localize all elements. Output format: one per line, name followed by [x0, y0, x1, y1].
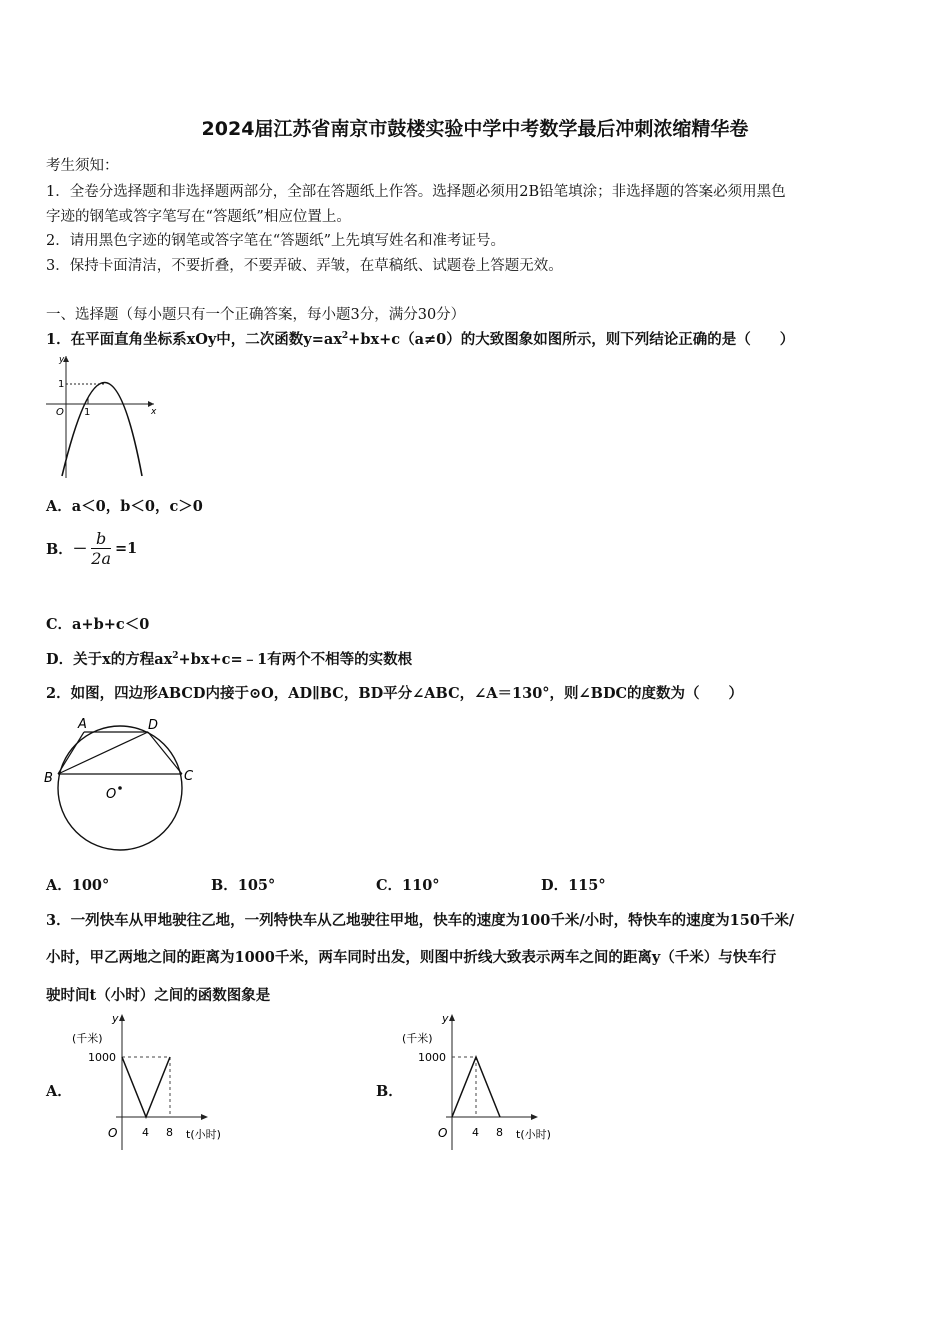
point-a-label: A — [78, 717, 87, 732]
point-b-label: B — [44, 771, 53, 786]
notice-heading: 考生须知： — [46, 158, 119, 174]
graph-b-1000: 1000 — [418, 1051, 446, 1064]
question-3-line-1: 3．一列快车从甲地驶往乙地，一列特快车从乙地驶往甲地，快车的速度为100千米/小时，特快车的速度为150千米/ — [46, 912, 795, 929]
q3-graph-b — [398, 1010, 568, 1155]
graph-a-1000: 1000 — [88, 1051, 116, 1064]
x-one-label: 1 — [84, 407, 91, 418]
q2-option-b[interactable]: B．105° — [211, 877, 276, 894]
y-one-label: 1 — [58, 379, 65, 390]
graph-a-unit: (千米) — [72, 1032, 103, 1045]
section-heading: 一、选择题（每小题只有一个正确答案，每小题3分，满分30分） — [46, 307, 466, 323]
point-c-label: C — [184, 769, 194, 784]
q1-option-a[interactable]: A．a＜0，b＜0，c＞0 — [46, 498, 203, 515]
graph-b-unit: (千米) — [402, 1032, 433, 1045]
graph-a-tick-8: 8 — [166, 1126, 173, 1139]
y-axis-label: y — [59, 355, 65, 365]
origin-label: O — [56, 407, 64, 418]
graph-b-t-label: t(小时) — [516, 1128, 551, 1141]
circle-figure — [40, 712, 210, 857]
q2-option-a[interactable]: A．100° — [46, 877, 110, 894]
notice-item-1: 1．全卷分选择题和非选择题两部分，全部在答题纸上作答。选择题必须用2B铅笔填涂；非选择题的答案必须用黑色 — [46, 184, 786, 200]
page-title: 2024届江苏省南京市鼓楼实验中学中考数学最后冲刺浓缩精华卷 — [201, 118, 749, 140]
question-3-line-2: 小时，甲乙两地之间的距离为1000千米，两车同时出发，则图中折线大致表示两车之间的距离y（千米）与快车行 — [46, 949, 777, 966]
graph-b-tick-4: 4 — [472, 1126, 479, 1139]
center-o-label: O — [106, 787, 117, 802]
question-1-stem: 1．在平面直角坐标系xOy中，二次函数$y=ax^2+bx+c(a\ne 0)$的大致图象如图所示，则下列结论正确的是（ ） — [46, 331, 795, 348]
graph-a-t-label: t(小时) — [186, 1128, 221, 1141]
graph-b-origin: O — [438, 1126, 448, 1140]
q2-option-d[interactable]: D．115° — [541, 877, 606, 894]
q1-option-c[interactable]: C．a+b+c＜0 — [46, 616, 150, 633]
parabola-graph — [44, 352, 166, 480]
q3-option-a[interactable]: A． — [46, 1083, 72, 1100]
q1-option-d[interactable]: D．关于x的方程$ax^2+bx+c=﹣1$有两个不相等的实数根 — [46, 651, 413, 668]
x-axis-label: x — [151, 407, 157, 417]
graph-a-origin: O — [108, 1126, 118, 1140]
graph-b-tick-8: 8 — [496, 1126, 503, 1139]
q2-option-c[interactable]: C．110° — [376, 877, 440, 894]
q3-option-b[interactable]: B． — [376, 1083, 403, 1100]
question-3-line-3: 驶时间t（小时）之间的函数图象是 — [46, 987, 271, 1004]
point-d-label: D — [148, 718, 159, 733]
fraction-b-over-2a: $\frac{b}{2a}$ — [91, 529, 111, 568]
graph-a-y-label: y — [112, 1012, 119, 1025]
notice-item-2: 2．请用黑色字迹的钢笔或答字笔在“答题纸”上先填写姓名和准考证号。 — [46, 233, 506, 249]
notice-item-3: 3．保持卡面清洁，不要折叠，不要弄破、弄皱，在草稿纸、试题卷上答题无效。 — [46, 258, 563, 274]
q1-option-b[interactable]: B．－ $\frac{b}{2a}$ =1 — [46, 529, 138, 568]
q3-graph-a — [68, 1010, 238, 1155]
graph-b-y-label: y — [442, 1012, 449, 1025]
question-2-stem: 2．如图，四边形ABCD内接于⊙O，AD∥BC，BD平分∠ABC，∠A＝130°，则∠BDC的度数为（ ） — [46, 685, 744, 702]
graph-a-tick-4: 4 — [142, 1126, 149, 1139]
notice-item-1-cont: 字迹的钢笔或答字笔写在“答题纸”相应位置上。 — [46, 209, 351, 225]
